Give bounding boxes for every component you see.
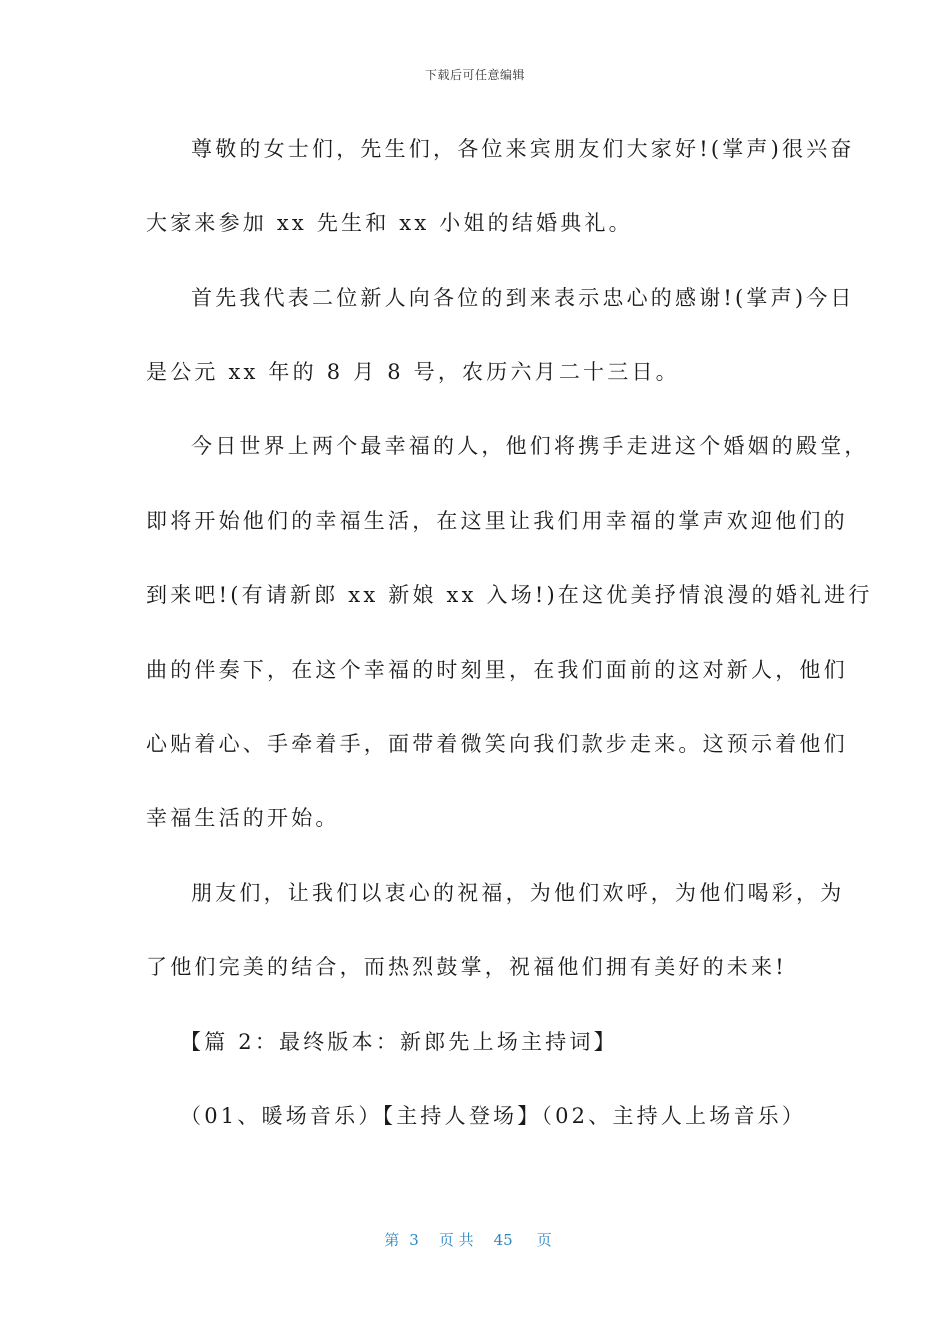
paragraph-line: 即将开始他们的幸福生活，在这里让我们用幸福的掌声欢迎他们的 bbox=[146, 509, 848, 533]
paragraph-line: 了他们完美的结合，而热烈鼓掌，祝福他们拥有美好的未来! bbox=[146, 955, 787, 979]
header-note: 下载后可任意编辑 bbox=[424, 68, 525, 82]
paragraph-line: 曲的伴奏下，在这个幸福的时刻里，在我们面前的这对新人，他们 bbox=[146, 658, 848, 682]
page-mid: 页 共 bbox=[438, 1231, 474, 1249]
page-prefix: 第 bbox=[384, 1231, 400, 1249]
paragraph-line: 首先我代表二位新人向各位的到来表示忠心的感谢!(掌声)今日 bbox=[191, 286, 855, 310]
page-suffix: 页 bbox=[536, 1231, 552, 1249]
paragraph-line: 幸福生活的开始。 bbox=[146, 806, 340, 830]
paragraph-line: 朋友们，让我们以衷心的祝福，为他们欢呼，为他们喝彩，为 bbox=[191, 881, 845, 905]
paragraph-line: 尊敬的女士们，先生们，各位来宾朋友们大家好!(掌声)很兴奋 bbox=[191, 137, 855, 161]
page-total: 45 bbox=[493, 1231, 513, 1249]
page-footer bbox=[0, 1229, 950, 1250]
paragraph-line: 今日世界上两个最幸福的人，他们将携手走进这个婚姻的殿堂， bbox=[191, 434, 869, 458]
paragraph-line: 到来吧!(有请新郎 xx 新娘 xx 入场!)在这优美抒情浪漫的婚礼进行 bbox=[146, 583, 873, 607]
paragraph-line: （01、暖场音乐）【主持人登场】（02、主持人上场音乐） bbox=[180, 1104, 807, 1128]
page-number: 3 bbox=[409, 1231, 419, 1249]
paragraph-line: 是公元 xx 年的 8 月 8 号，农历六月二十三日。 bbox=[146, 360, 680, 384]
section-heading: 【篇 2：最终版本：新郎先上场主持词】 bbox=[180, 1030, 618, 1054]
paragraph-line: 大家来参加 xx 先生和 xx 小姐的结婚典礼。 bbox=[146, 211, 633, 235]
paragraph-line: 心贴着心、手牵着手，面带着微笑向我们款步走来。这预示着他们 bbox=[146, 732, 848, 756]
